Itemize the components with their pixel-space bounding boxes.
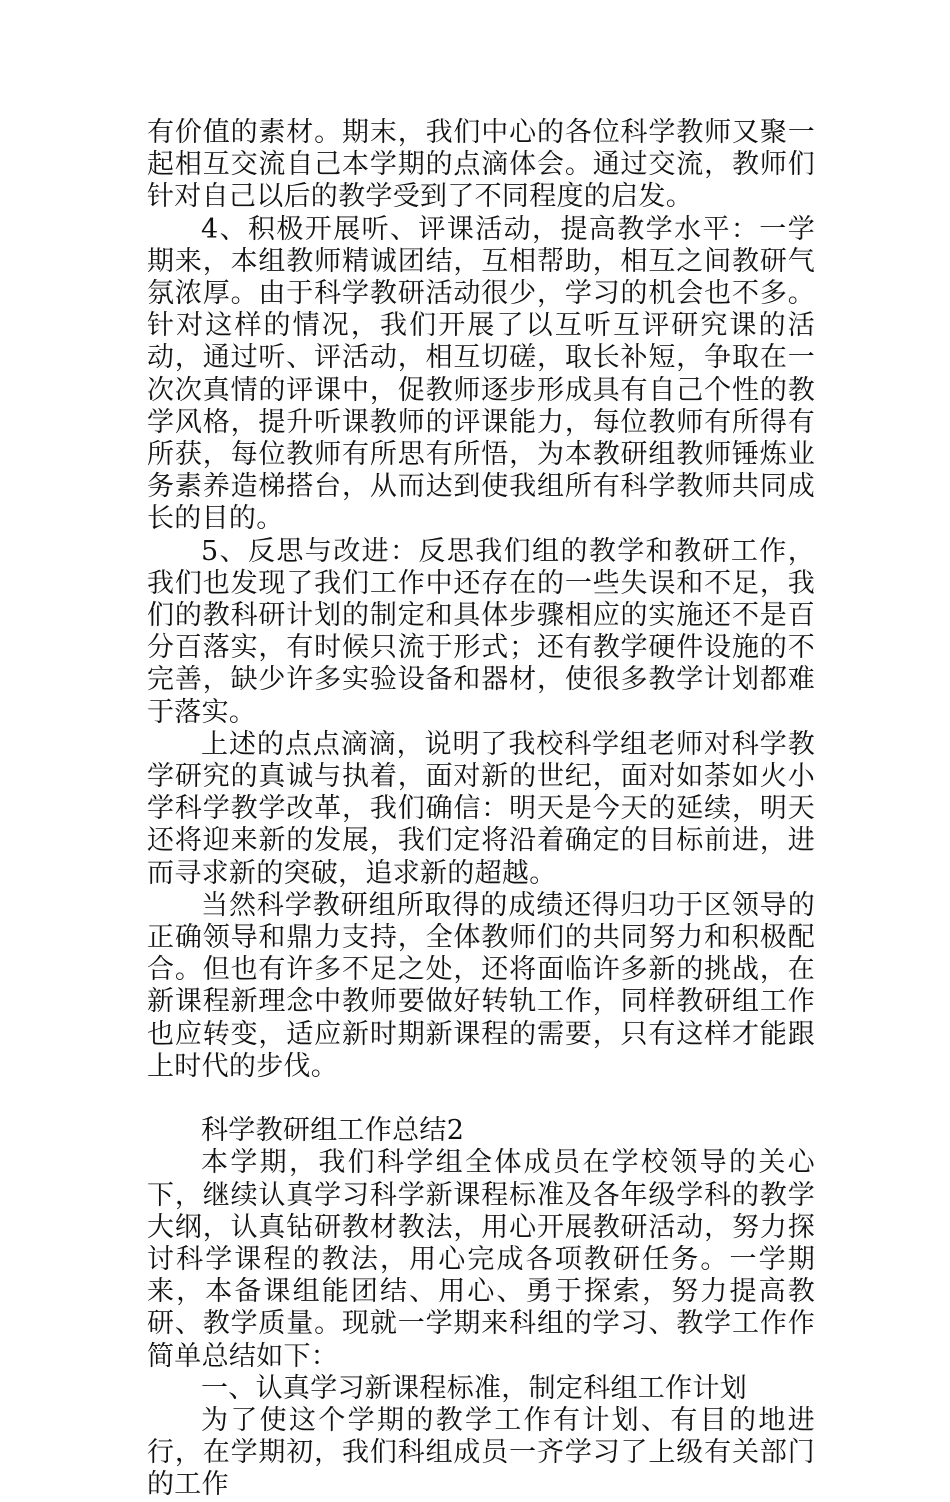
subheading-one: 一、认真学习新课程标准，制定科组工作计划 — [201, 1372, 747, 1404]
paragraph-item-5: 5、反思与改进：反思我们组的教学和教研工作，我们也发现了我们工作中还存在的一些失误和不足，我们的教科研计划的制定和具体步骤相应的实施还不是百分百落实，有时候只流于形式；还有教学硬件设施的不完善，缺少许多实验设备和器材，使很多教学计划都难于落实。 — [147, 535, 815, 728]
paragraph-plan: 为了使这个学期的教学工作有计划、有目的地进行，在学期初，我们科组成员一齐学习了上级有关部门的工作 — [147, 1404, 815, 1501]
section-title: 科学教研组工作总结2 — [201, 1115, 465, 1147]
paragraph-conclusion: 当然科学教研组所取得的成绩还得归功于区领导的正确领导和鼎力支持，全体教师们的共同努力和积极配合。但也有许多不足之处，还将面临许多新的挑战，在新课程新理念中教师要做好转轨工作，同样教研组工作也应转变，适应新时期新课程的需要，只有这样才能跟上时代的步伐。 — [147, 889, 815, 1082]
section-gap — [147, 1083, 815, 1115]
paragraph-summary: 上述的点点滴滴，说明了我校科学组老师对科学教学研究的真诚与执着，面对新的世纪，面对如荼如火小学科学教学改革，我们确信：明天是今天的延续，明天还将迎来新的发展，我们定将沿着确定的目标前进，进而寻求新的突破，追求新的超越。 — [147, 728, 815, 889]
paragraph-continuation: 有价值的素材。期末，我们中心的各位科学教师又聚一起相互交流自己本学期的点滴体会。通过交流，教师们针对自己以后的教学受到了不同程度的启发。 — [147, 117, 815, 213]
paragraph-item-4: 4、积极开展听、评课活动，提高教学水平：一学期来，本组教师精诚团结，互相帮助，相互之间教研气氛浓厚。由于科学教研活动很少，学习的机会也不多。针对这样的情况，我们开展了以互听互评研究课的活动，通过听、评活动，相互切磋，取长补短，争取在一次次真情的评课中，促教师逐步形成具有自己个性的教学风格，提升听课教师的评课能力，每位教师有所得有所获，每位教师有所思有所悟，为本教研组教师锤炼业务素养造梯搭台，从而达到使我组所有科学教师共同成长的目的。 — [147, 213, 815, 535]
paragraph-intro: 本学期，我们科学组全体成员在学校领导的关心下，继续认真学习科学新课程标准及各年级学科的教学大纲，认真钻研教材教法，用心开展教研活动，努力探讨科学课程的教法，用心完成各项教研任务。一学期来，本备课组能团结、用心、勇于探索，努力提高教研、教学质量。现就一学期来科组的学习、教学工作作简单总结如下： — [147, 1147, 815, 1372]
document-body — [147, 117, 815, 1502]
